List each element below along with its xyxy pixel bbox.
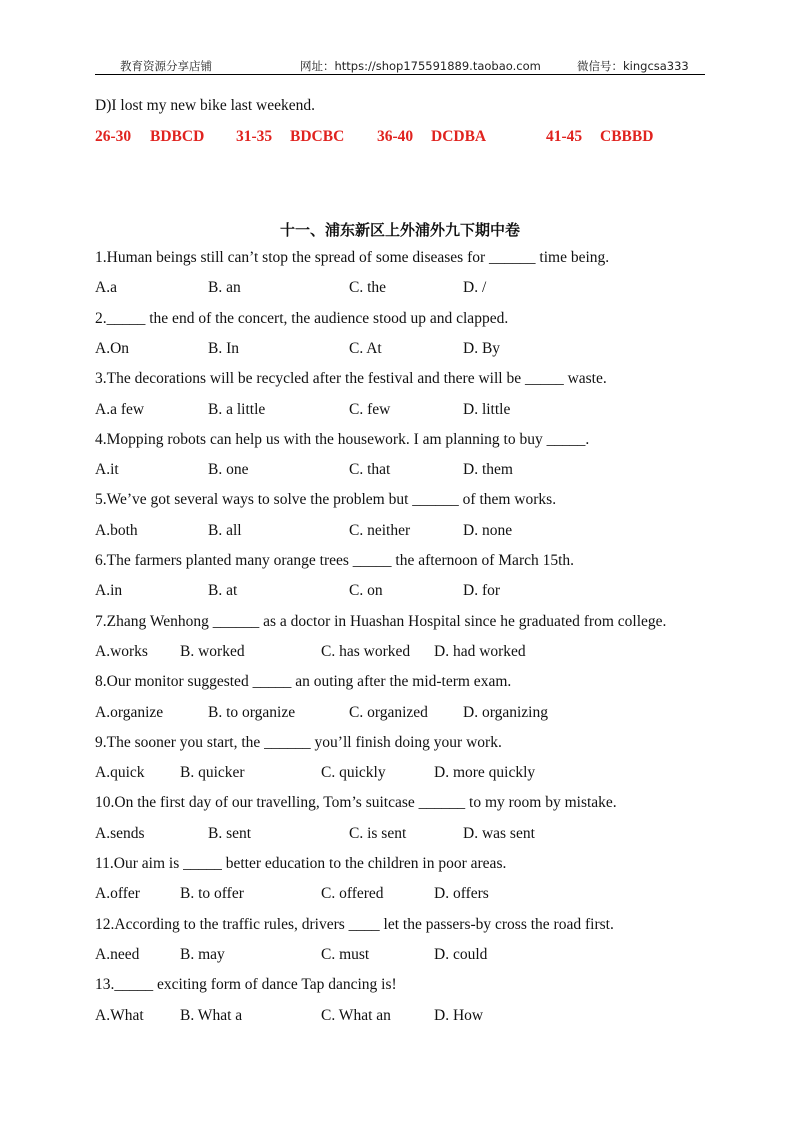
question-option: C. that xyxy=(349,461,391,479)
wechat-id: 微信号：kingcsa333 xyxy=(577,59,689,73)
question-option: A.offer xyxy=(95,885,140,903)
question-stem: 1.Human beings still can’t stop the spread of some diseases for ______ time being. xyxy=(95,249,610,266)
question-option: A.quick xyxy=(95,764,145,782)
section-title: 十一、浦东新区上外浦外九下期中卷 xyxy=(279,221,520,239)
question-option: B. to offer xyxy=(180,885,244,903)
question-option: D. more quickly xyxy=(434,764,536,782)
question-stem: 13._____ exciting form of dance Tap dancing is! xyxy=(95,976,397,994)
question-stem: 9.The sooner you start, the ______ you’ll finish doing your work. xyxy=(95,733,502,751)
question-stem: 6.The farmers planted many orange trees _____ the afternoon of March 15th. xyxy=(95,552,575,569)
question-option: D. them xyxy=(463,461,513,479)
question-option: C. is sent xyxy=(349,824,407,842)
question-option: B. to organize xyxy=(208,703,296,721)
question-option: D. How xyxy=(434,1006,484,1024)
question-option: B. at xyxy=(208,582,238,600)
question-option: D. / xyxy=(463,279,487,297)
question-option: B. sent xyxy=(208,824,252,842)
answer-value-4: CBBBD xyxy=(600,128,654,145)
question-option: D. could xyxy=(434,945,488,963)
question-option: D. organizing xyxy=(463,703,548,721)
shop-name: 教育资源分享店铺 xyxy=(120,59,212,73)
question-option: C. What an xyxy=(321,1006,391,1024)
question-option: A.organize xyxy=(95,703,164,721)
shop-url[interactable]: 网址：https://shop175591889.taobao.com xyxy=(300,59,541,73)
question-option: C. has worked xyxy=(321,642,411,660)
question-stem: 11.Our aim is _____ better education to the children in poor areas. xyxy=(95,855,507,872)
question-option: B. one xyxy=(208,461,249,479)
question-option: C. organized xyxy=(349,703,428,721)
question-option: A.it xyxy=(95,461,119,479)
question-option: B. an xyxy=(208,279,241,297)
question-option: A.both xyxy=(95,521,138,539)
question-option: B. What a xyxy=(180,1006,243,1024)
answer-value-2: BDCBC xyxy=(290,128,345,145)
header-divider xyxy=(95,74,705,75)
question-option: C. the xyxy=(349,279,387,297)
question-option: A.in xyxy=(95,582,123,600)
question-option: C. few xyxy=(349,400,391,418)
answer-value-1: BDBCD xyxy=(150,128,205,145)
question-option: C. quickly xyxy=(321,764,386,782)
question-option: C. At xyxy=(349,339,382,357)
question-option: A.a few xyxy=(95,400,145,418)
question-option: C. neither xyxy=(349,521,411,539)
question-option: D. had worked xyxy=(434,642,526,660)
question-option: B. In xyxy=(208,339,239,357)
question-option: D. was sent xyxy=(463,824,535,842)
question-option: A.What xyxy=(95,1006,144,1024)
question-option: D. offers xyxy=(434,885,489,903)
question-option: A.a xyxy=(95,279,117,297)
previous-item-line: D)I lost my new bike last weekend. xyxy=(95,97,315,114)
question-stem: 7.Zhang Wenhong ______ as a doctor in Huashan Hospital since he graduated from college. xyxy=(95,612,667,630)
question-stem: 4.Mopping robots can help us with the housework. I am planning to buy _____. xyxy=(95,430,590,448)
question-option: D. none xyxy=(463,521,513,539)
question-stem: 2._____ the end of the concert, the audience stood up and clapped. xyxy=(95,309,509,327)
answer-range-2: 31-35 xyxy=(236,128,273,145)
question-option: A.works xyxy=(95,642,148,660)
question-option: B. quicker xyxy=(180,764,245,782)
question-option: C. on xyxy=(349,582,383,600)
answer-value-3: DCDBA xyxy=(431,128,487,145)
question-option: A.need xyxy=(95,945,140,963)
question-option: C. must xyxy=(321,945,370,963)
question-stem: 8.Our monitor suggested _____ an outing after the mid-term exam. xyxy=(95,673,512,691)
question-stem: 5.We’ve got several ways to solve the problem but ______ of them works. xyxy=(95,491,557,509)
answer-range-4: 41-45 xyxy=(546,128,583,145)
question-option: B. may xyxy=(180,945,225,963)
answer-range-3: 36-40 xyxy=(377,128,414,145)
question-stem: 10.On the first day of our travelling, Tom’s suitcase ______ to my room by mistake. xyxy=(95,794,617,812)
question-option: C. offered xyxy=(321,885,384,903)
question-stem: 12.According to the traffic rules, drivers ____ let the passers-by cross the road first. xyxy=(95,915,614,933)
question-option: B. worked xyxy=(180,642,245,660)
answer-range-1: 26-30 xyxy=(95,128,132,145)
question-option: B. all xyxy=(208,521,242,539)
question-option: A.On xyxy=(95,339,130,357)
question-stem: 3.The decorations will be recycled after the festival and there will be _____ waste. xyxy=(95,370,607,388)
question-option: B. a little xyxy=(208,400,266,418)
question-option: D. for xyxy=(463,582,501,600)
question-option: D. little xyxy=(463,400,511,418)
question-option: A.sends xyxy=(95,824,145,842)
question-option: D. By xyxy=(463,339,501,357)
